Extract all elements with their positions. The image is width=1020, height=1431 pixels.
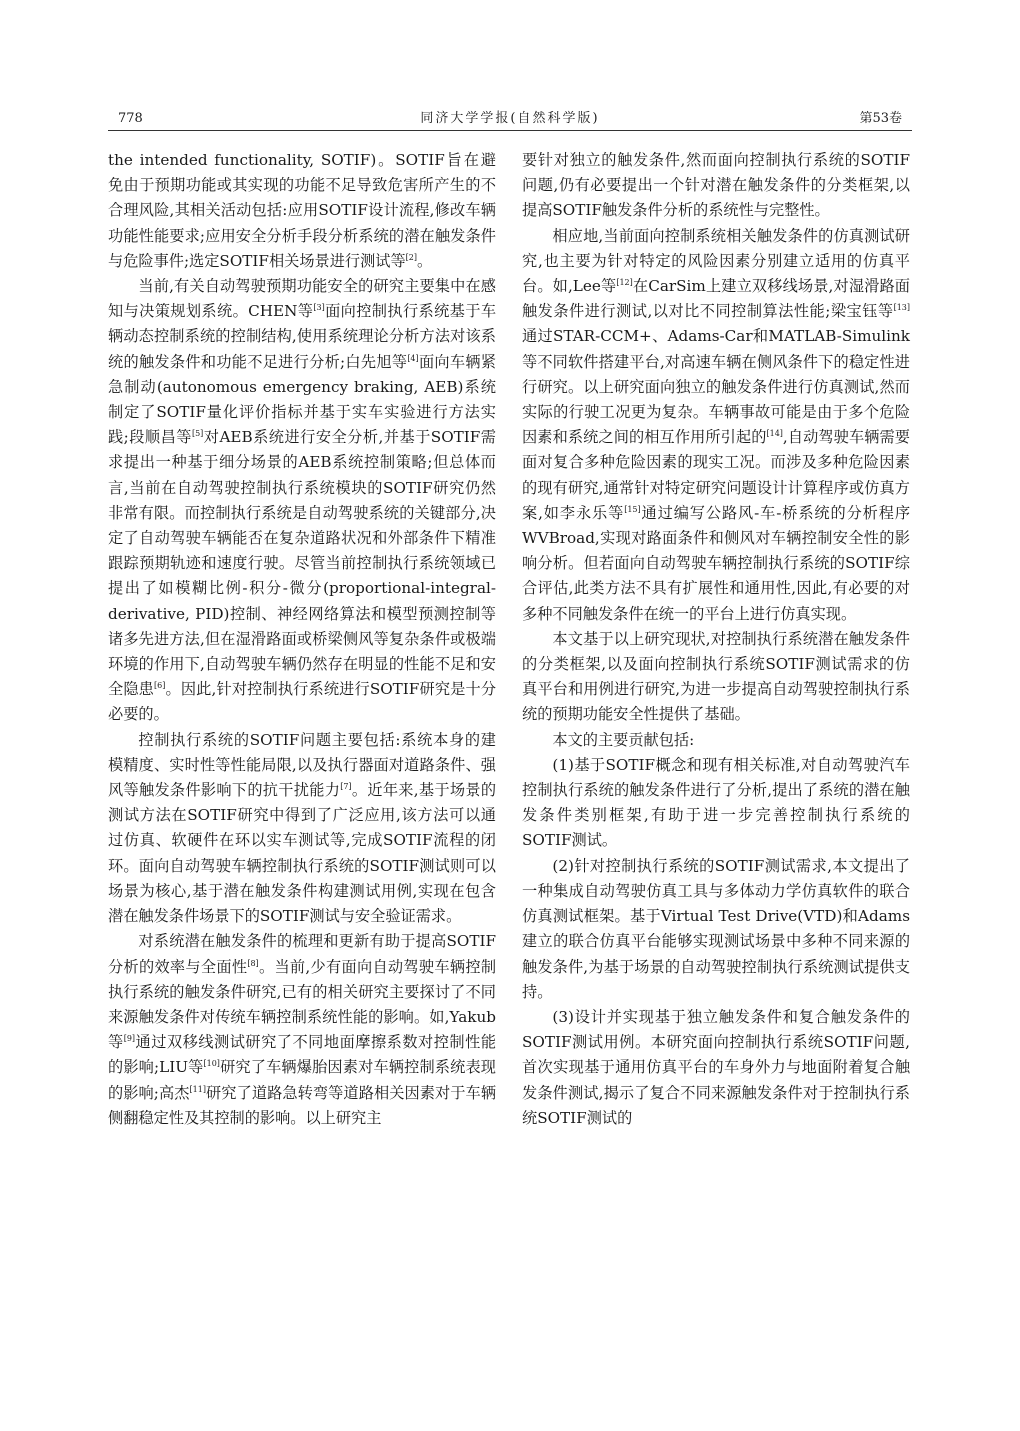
text-run: 通过双移线测试研究了不同地面摩擦系数对控制性能的影响;LIU等 (108, 1033, 497, 1077)
text-run: (2)针对控制执行系统的SOTIF测试需求,本文提出了一种集成自动驾驶仿真工具与多体动力学仿真软件的联合仿真测试框架。基于Virtual Test Drive(VTD)和Adams建立的联合仿真平台能够实现测试场景中多种不同来源的触发条件,为基于场景的自动驾驶控制执行系统测试提供支持。 (522, 856, 910, 1001)
citation-ref: [9] (123, 1034, 136, 1044)
paragraph (522, 1005, 910, 1131)
text-run: 。当前,少有面向自动驾驶车辆控制执行系统的触发条件研究,已有的相关研究主要探讨了不同来源触发条件对传统车辆控制系统性能的影响。如,Yakub等 (108, 957, 497, 1052)
paragraph (108, 728, 496, 930)
text-run: 本文基于以上研究现状,对控制执行系统潜在触发条件的分类框架,以及面向控制执行系统SOTIF测试需求的仿真平台和用例进行研究,为进一步提高自动驾驶控制执行系统的预期功能安全性提供了基础。 (522, 629, 910, 724)
citation-ref: [8] (247, 958, 259, 968)
text-run: 研究了道路急转弯等道路相关因素对于车辆侧翻稳定性及其控制的影响。以上研究主 (108, 1083, 496, 1127)
paragraph (108, 929, 496, 1131)
running-header (108, 108, 912, 131)
text-run: 面向车辆紧急制动(autonomous emergency braking, AEB)系统制定了SOTIF量化评价指标并基于实车实验进行方法实践;段顺昌等 (108, 352, 496, 447)
text-run: ,自动驾驶车辆需要面对复合多种危险因素的现实工况。而涉及多种危险因素的现有研究,通常针对特定研究问题设计计算程序或仿真方案,如李永乐等 (522, 428, 910, 522)
citation-ref: [11] (189, 1084, 206, 1094)
text-run: 本文的主要贡献包括: (552, 730, 695, 749)
citation-ref: [2] (405, 252, 417, 262)
citation-ref: [3] (313, 303, 325, 313)
paragraph (108, 274, 496, 728)
text-run: 当前,有关自动驾驶预期功能安全的研究主要集中在感知与决策规划系统。CHEN等 (108, 277, 496, 321)
citation-ref: [7] (340, 782, 352, 792)
citation-ref: [13] (893, 303, 910, 313)
paragraph (522, 148, 910, 224)
citation-ref: [10] (203, 1059, 220, 1069)
text-run: the intended functionality, SOTIF)。SOTIF旨在避免由于预期功能或其实现的功能不足导致危害所产生的不合理风险,其相关活动包括:应用SOTIF设计流程,修改车辆功能性能要求;应用安全分析手段分析系统的潜在触发条件与危险事件;选定SOTIF相关场景进行测试等 (108, 151, 496, 270)
page-number: 778 (118, 111, 143, 126)
text-run: 在CarSim上建立双移线场景,对湿滑路面触发条件进行测试,以对比不同控制算法性能;梁宝钰等 (522, 277, 910, 321)
text-run: 控制执行系统的SOTIF问题主要包括:系统本身的建模精度、实时性等性能局限,以及执行器面对道路条件、强风等触发条件影响下的抗干扰能力 (108, 730, 496, 800)
text-run: (1)基于SOTIF概念和现有相关标准,对自动驾驶汽车控制执行系统的触发条件进行了分析,提出了系统的潜在触发条件类别框架,有助于进一步完善控制执行系统的SOTIF测试。 (522, 755, 910, 850)
citation-ref: [15] (624, 504, 641, 514)
text-run: 。 (416, 251, 433, 270)
text-run: 。因此,针对控制执行系统进行SOTIF研究是十分必要的。 (108, 680, 497, 724)
paragraph (522, 224, 910, 627)
citation-ref: [5] (191, 429, 204, 439)
journal-title: 同济大学学报(自然科学版) (420, 111, 600, 126)
paragraph (108, 148, 496, 274)
paragraph (522, 854, 910, 1005)
text-run: 通过编写公路风-车-桥系统的分析程序WVBroad,实现对路面条件和侧风对车辆控制安全性的影响分析。但若面向自动驾驶车辆控制执行系统的SOTIF综合评估,此类方法不具有扩展性和通用性,因此,有必要的对多种不同触发条件在统一的平台上进行仿真实现。 (522, 503, 911, 623)
paragraph (522, 627, 910, 728)
paragraph (522, 728, 910, 753)
citation-ref: [6] (154, 681, 166, 691)
text-run: 研究了车辆爆胎因素对车辆控制系统表现的影响;高杰 (108, 1058, 496, 1102)
right-column (522, 148, 910, 1131)
text-run: 要针对独立的触发条件,然而面向控制执行系统的SOTIF问题,仍有必要提出一个针对潜在触发条件的分类框架,以提高SOTIF触发条件分析的系统性与完整性。 (522, 151, 910, 220)
text-run: 相应地,当前面向控制系统相关触发条件的仿真测试研究,也主要为针对特定的风险因素分别建立适用的仿真平台。如,Lee等 (522, 226, 910, 296)
left-column (108, 148, 496, 1131)
paragraph (522, 753, 910, 854)
volume-label: 第53卷 (859, 111, 902, 126)
text-run: 通过STAR-CCM+、Adams-Car和MATLAB-Simulink等不同软件搭建平台,对高速车辆在侧风条件下的稳定性进行研究。以上研究面向独立的触发条件进行仿真测试,然而实际的行驶工况更为复杂。车辆事故可能是由于多个危险因素和系统之间的相互作用所引起的 (522, 327, 910, 447)
citation-ref: [14] (766, 429, 783, 439)
citation-ref: [4] (407, 353, 419, 363)
text-run: 。近年来,基于场景的测试方法在SOTIF研究中得到了广泛应用,该方法可以通过仿真、软硬件在环以实车测试等,完成SOTIF流程的闭环。面向自动驾驶车辆控制执行系统的SOTIF测试则可以场景为核心,基于潜在触发条件构建测试用例,实现在包含潜在触发条件场景下的SOTIF测试与安全验证需求。 (108, 781, 497, 926)
text-run: (3)设计并实现基于独立触发条件和复合触发条件的SOTIF测试用例。本研究面向控制执行系统SOTIF问题,首次实现基于通用仿真平台的车身外力与地面附着复合触发条件测试,揭示了复合不同来源触发条件对于控制执行系统SOTIF测试的 (522, 1007, 910, 1127)
text-run: 面向控制执行系统基于车辆动态控制系统的控制结构,使用系统理论分析方法对该系统的触发条件和功能不足进行分析;白先旭等 (108, 302, 497, 371)
text-run: 对系统潜在触发条件的梳理和更新有助于提高SOTIF分析的效率与全面性 (108, 932, 496, 976)
text-run: 对AEB系统进行安全分析,并基于SOTIF需求提出一种基于细分场景的AEB系统控制策略;但总体而言,当前在自动驾驶控制执行系统模块的SOTIF研究仍然非常有限。而控制执行系统是自动驾驶系统的关键部分,决定了自动驾驶车辆能否在复杂道路状况和外部条件下精准跟踪预期轨迹和速度行驶。尽管当前控制执行系统领域已提出了如模糊比例-积分-微分(proportional-integral-derivative, PID)控制、神经网络算法和模型预测控制等诸多先进方法,但在湿滑路面或桥梁侧风等复杂条件或极端环境的作用下,自动驾驶车辆仍然存在明显的性能不足和安全隐患 (108, 428, 496, 699)
citation-ref: [12] (616, 278, 633, 288)
